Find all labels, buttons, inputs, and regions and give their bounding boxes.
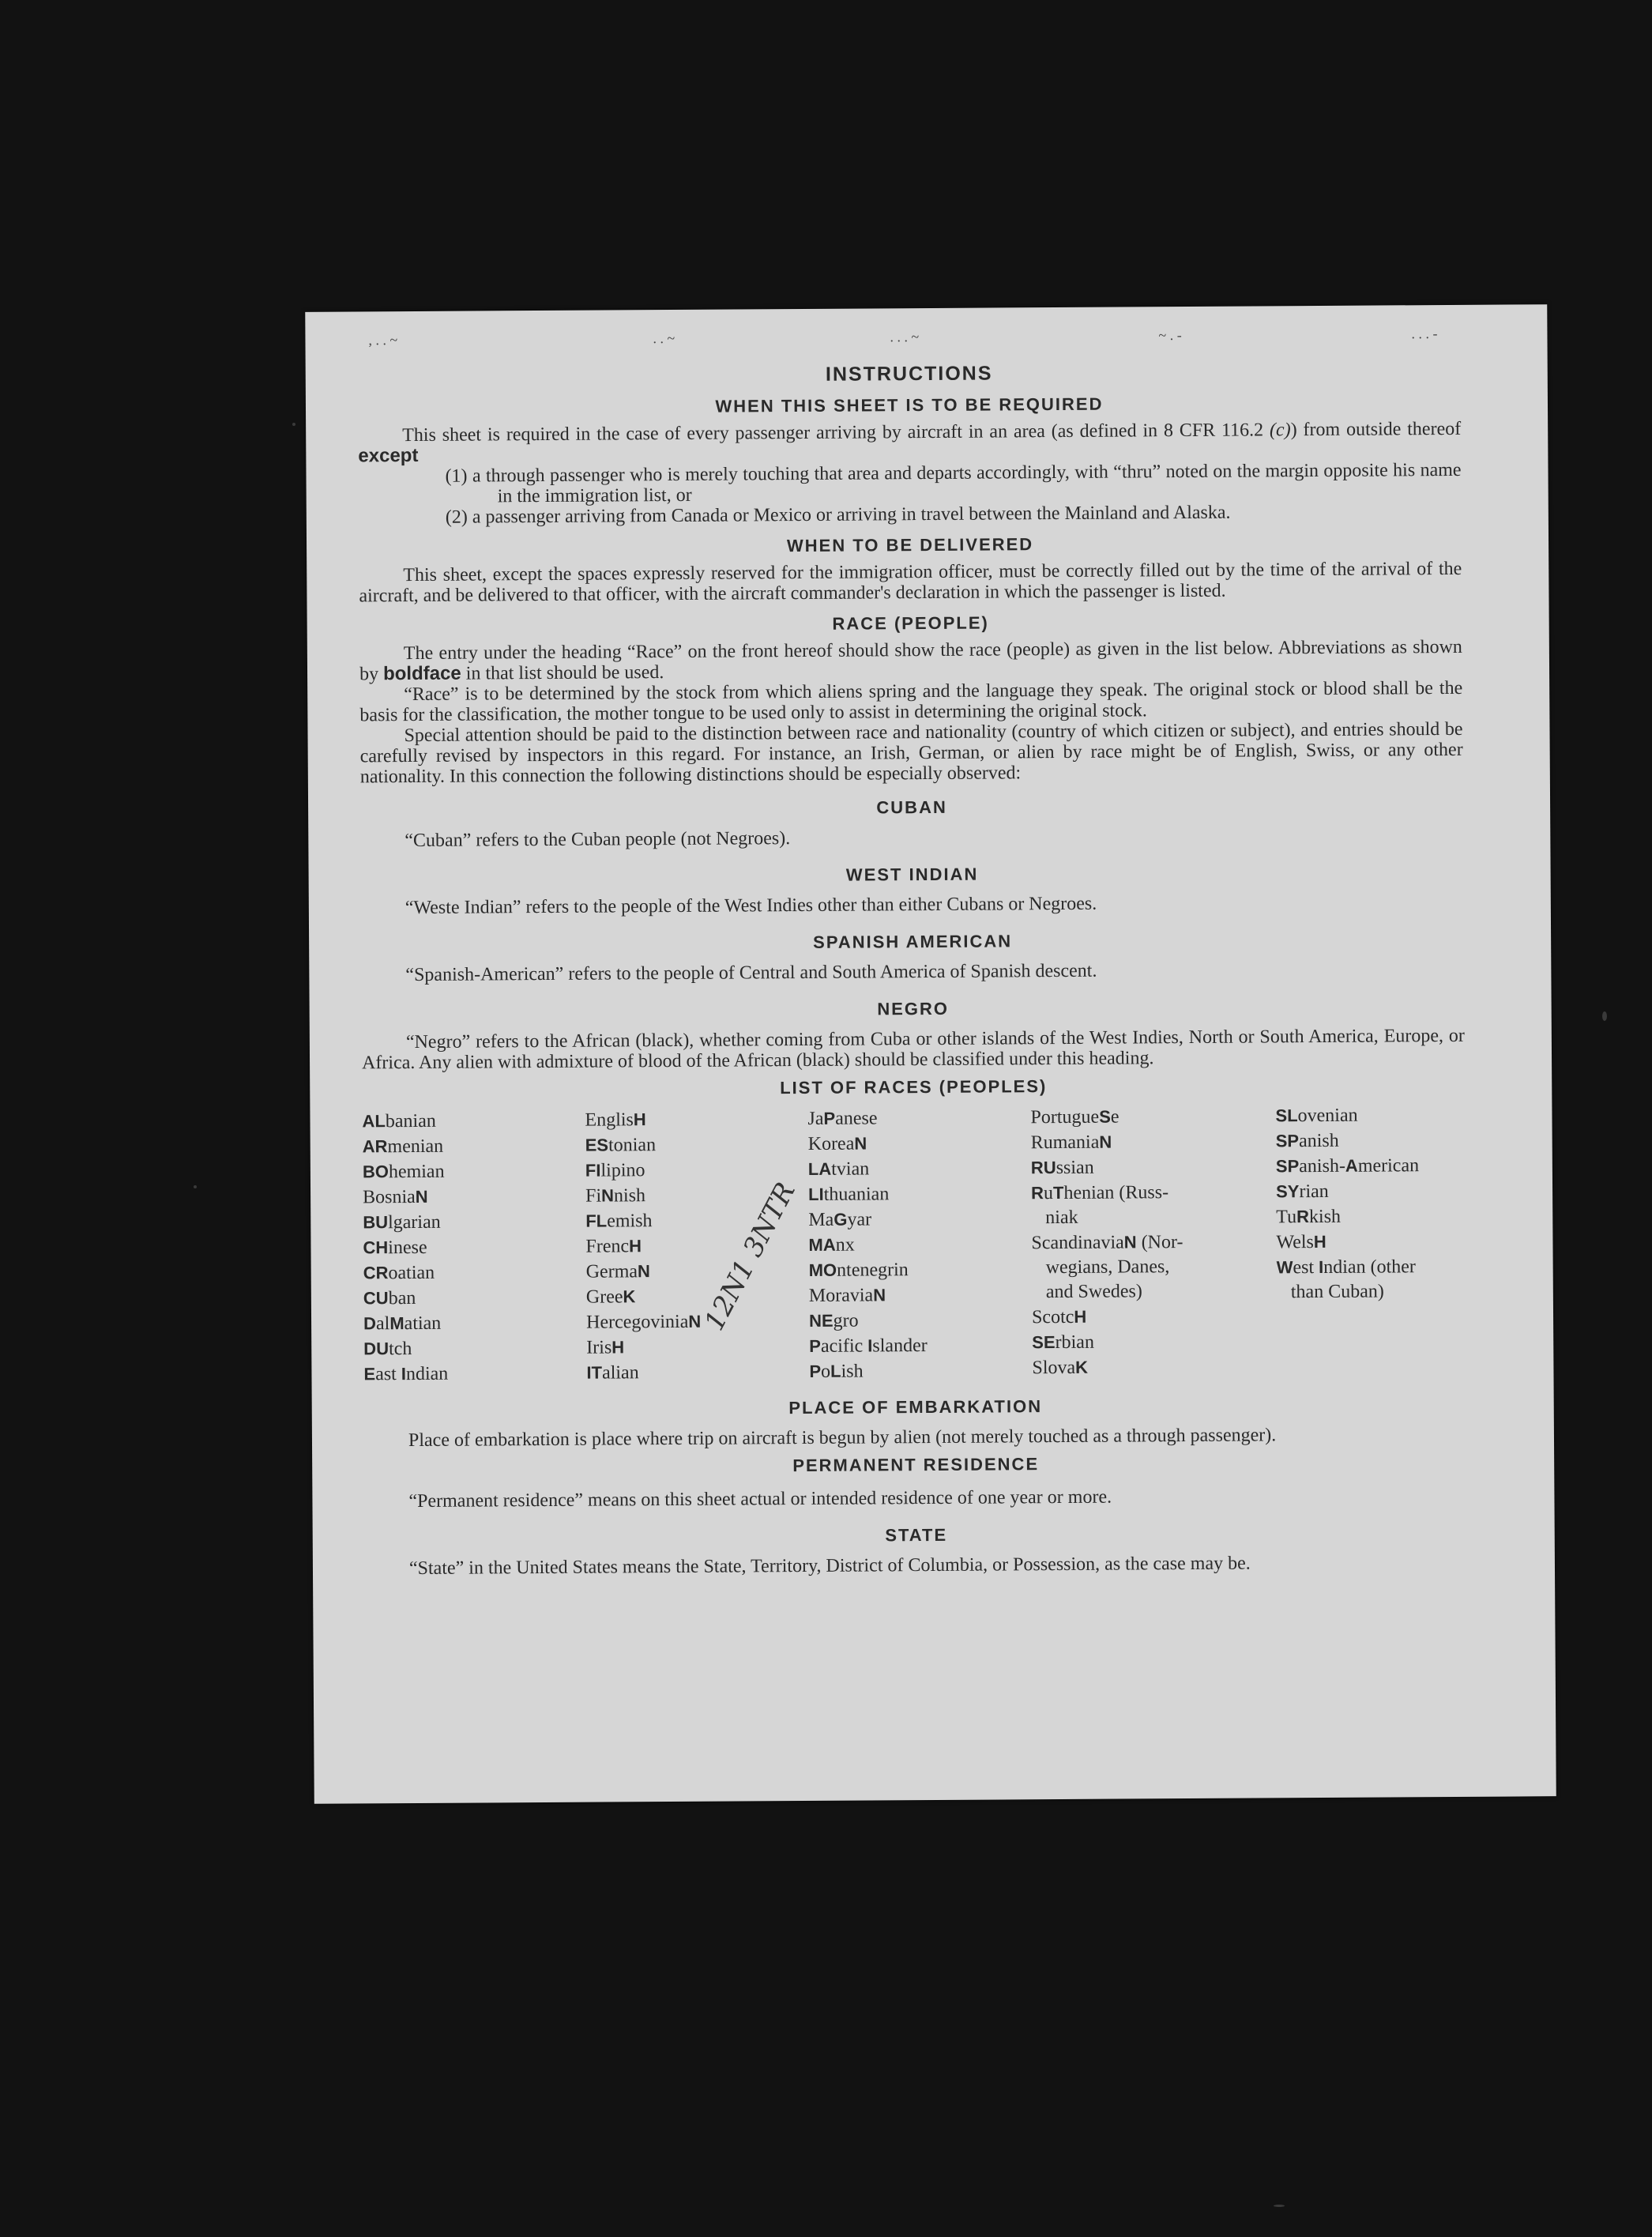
heading-list-of-races: LIST OF RACES (PEOPLES) — [780, 1076, 1048, 1098]
race-entry: SPanish — [1275, 1130, 1339, 1152]
race-entry: SYrian — [1275, 1181, 1329, 1203]
races-column — [1275, 1102, 1466, 1381]
race-entry: East Indian — [363, 1363, 449, 1385]
scan-speck — [194, 1185, 197, 1188]
race-entry: RuThenian (Russ- — [1030, 1182, 1169, 1204]
negro-text: “Negro” refers to the African (black), whether coming from Cuba or other islands of the West Indies, North or South America, Europe, or Africa. Any alien with admixture of blood of the African (black) should be classified under this heading. — [361, 1025, 1465, 1074]
race-entry: ALbanian — [362, 1110, 436, 1132]
race-entry: DalMatian — [363, 1312, 442, 1335]
races-column — [1030, 1103, 1277, 1383]
race-entry: than Cuban) — [1276, 1281, 1384, 1303]
race-entry: WelsH — [1276, 1231, 1326, 1253]
race-entry: niak — [1031, 1207, 1078, 1229]
races-column — [362, 1108, 586, 1388]
race-entry: BUlgarian — [363, 1211, 441, 1233]
heading-west-indian: WEST INDIAN — [845, 864, 979, 885]
race-entry: BosniaN — [363, 1186, 428, 1208]
race-entry: GreeK — [585, 1286, 636, 1308]
race-entry: ARmenian — [362, 1135, 444, 1158]
races-list — [362, 1102, 1466, 1388]
race-entry: LAtvian — [807, 1158, 870, 1180]
race-paragraph-2: “Race” is to be determined by the stock from which aliens spring and the language they speak. The original stock or blood shall be the basis for the classification, the mother tongue to be used only to assist in determining the original stock. — [359, 677, 1463, 726]
race-entry: MaGyar — [808, 1209, 872, 1230]
top-edge-marks: , . . ~ . . ~ . . . ~ ~ . - . . . - — [368, 326, 1438, 348]
race-entry: CHinese — [363, 1237, 427, 1259]
race-entry: SErbian — [1032, 1331, 1094, 1354]
race-entry: ScandinaviaN (Nor- — [1031, 1232, 1183, 1254]
race-entry: FLemish — [585, 1211, 653, 1232]
race-entry: FiNnish — [585, 1185, 646, 1207]
race-entry: wegians, Danes, — [1031, 1256, 1170, 1279]
required-item-1: (1) a through passenger who is merely touching that area and departs accordingly, with “thru” noted on the margin opposite his name in the immigration list, or — [445, 459, 1462, 507]
heading-place-of-embarkation: PLACE OF EMBARKATION — [788, 1396, 1043, 1418]
scan-speck — [1274, 2205, 1285, 2207]
race-entry: IrisH — [586, 1337, 625, 1358]
race-entry: BOhemian — [362, 1161, 445, 1183]
race-entry: West Indian (other — [1276, 1256, 1416, 1279]
race-paragraph-3: Special attention should be paid to the distinction between race and nationality (country of which citizen or subject), and entries should be carefully revised by inspectors in this regard. For instance, an Irish, German, or alien by race might be of English, Swiss, or any other nationality. In this connection the following distinctions should be especially observed: — [359, 718, 1463, 788]
race-entry: EStonian — [585, 1135, 657, 1156]
residence-text: “Permanent residence” means on this sheet actual or intended residence of one year or more. — [408, 1486, 1112, 1512]
races-column — [585, 1106, 809, 1386]
race-entry: and Swedes) — [1031, 1281, 1142, 1303]
heading-when-delivered: WHEN TO BE DELIVERED — [786, 534, 1034, 556]
race-entry: ITalian — [586, 1362, 639, 1384]
race-entry: RUssian — [1030, 1157, 1094, 1179]
heading-permanent-residence: PERMANENT RESIDENCE — [792, 1454, 1040, 1476]
race-entry: GermaN — [585, 1261, 650, 1282]
race-entry: FrencH — [585, 1236, 642, 1257]
race-entry: KoreaN — [807, 1133, 867, 1154]
race-entry: SLovenian — [1275, 1105, 1358, 1127]
heading-spanish-american: SPANISH AMERICAN — [813, 931, 1013, 952]
spanish-american-text: “Spanish-American” refers to the people of Central and South America of Spanish descent. — [405, 960, 1097, 986]
race-entry: FIlipino — [585, 1160, 645, 1181]
race-entry: TuRkish — [1276, 1206, 1342, 1228]
race-entry: EnglisH — [585, 1109, 646, 1131]
race-entry: PoLish — [809, 1361, 864, 1382]
race-entry: DUtch — [363, 1339, 412, 1360]
cuban-text: “Cuban” refers to the Cuban people (not Negroes). — [405, 828, 791, 852]
races-column — [807, 1105, 1032, 1384]
race-entry: HercegoviniaN — [585, 1311, 702, 1333]
heading-state: STATE — [885, 1524, 948, 1546]
race-entry: NEgro — [808, 1310, 859, 1331]
scan-speck — [1602, 1011, 1607, 1021]
heading-negro: NEGRO — [877, 998, 950, 1019]
race-entry: ScotcH — [1031, 1306, 1087, 1328]
title-instructions: INSTRUCTIONS — [825, 362, 993, 386]
scan-speck — [292, 423, 295, 426]
race-entry: SlovaK — [1032, 1357, 1089, 1379]
heading-when-required: WHEN THIS SHEET IS TO BE REQUIRED — [715, 394, 1104, 416]
race-entry: SPanish-American — [1275, 1155, 1420, 1177]
race-entry: CUban — [363, 1287, 416, 1309]
race-entry: RumaniaN — [1030, 1132, 1112, 1154]
race-entry: MAnx — [808, 1234, 855, 1256]
instruction-sheet — [305, 304, 1556, 1804]
heading-cuban: CUBAN — [876, 797, 947, 818]
delivered-text: This sheet, except the spaces expressly reserved for the immigration officer, must be correctly filled out by the time of the arrival of the aircraft, and be delivered to that officer, with the aircraft commander's declaration in which the passenger is listed. — [359, 558, 1462, 607]
race-entry: JaPanese — [807, 1108, 878, 1129]
race-entry: MOntenegrin — [808, 1260, 909, 1281]
west-indian-text: “Weste Indian” refers to the people of the West Indies other than either Cubans or Negroes. — [405, 893, 1097, 919]
heading-race: RACE (PEOPLE) — [832, 612, 989, 634]
race-entry: Pacific Islander — [809, 1335, 928, 1357]
required-intro: This sheet is required in the case of every passenger arriving by aircraft in an area (as defined in 8 CFR 116.2 (c)) from outside thereof except — [358, 418, 1462, 467]
race-paragraph-1: The entry under the heading “Race” on the front hereof should show the race (people) as given in the list below. Abbreviations as shown by boldface in that list should be used. — [359, 636, 1462, 685]
race-entry: CRoatian — [363, 1262, 435, 1284]
race-entry: MoraviaN — [808, 1285, 886, 1306]
race-entry: LIthuanian — [808, 1184, 890, 1205]
embarkation-text: Place of embarkation is place where trip on aircraft is begun by alien (not merely touched as a through passenger). — [408, 1425, 1277, 1452]
handwritten-note: 12N1 3NTR — [698, 1177, 802, 1336]
race-entry: PortugueSe — [1030, 1106, 1120, 1128]
required-item-2: (2) a passenger arriving from Canada or Mexico or arriving in travel between the Mainland and Alaska. — [445, 502, 1231, 528]
state-text: “State” in the United States means the State, Territory, District of Columbia, or Possession, as the case may be. — [408, 1553, 1251, 1580]
